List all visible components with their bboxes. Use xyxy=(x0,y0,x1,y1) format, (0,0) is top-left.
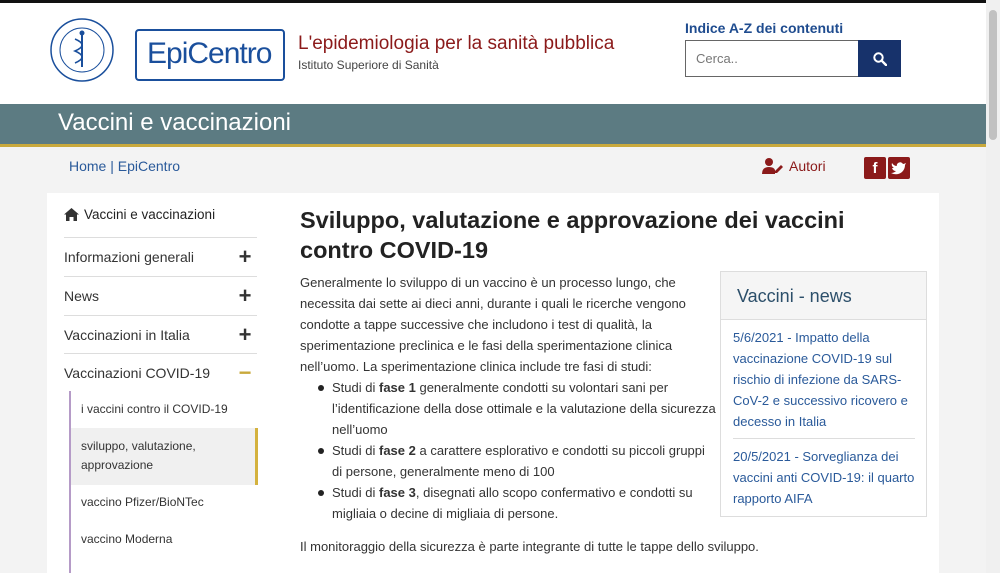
sidebar-item-label: News xyxy=(64,287,100,304)
sidebar-item-label: Informazioni generali xyxy=(64,248,194,265)
sidebar-item-vaccinazioni-covid[interactable] xyxy=(64,353,257,391)
sidebar-item-label: Vaccinazioni COVID-19 xyxy=(64,364,211,381)
closing-paragraph: Il monitoraggio della sicurezza è parte integrante di tutte le tappe dello sviluppo. xyxy=(300,539,759,554)
expand-icon[interactable]: + xyxy=(238,243,252,269)
list-item: Studi di fase 2 a carattere esplorativo e condotti su piccoli gruppi di persone, generalmente meno di 100 xyxy=(316,440,716,482)
sidebar-home-link[interactable] xyxy=(64,207,215,222)
breadcrumb[interactable]: Home | EpiCentro xyxy=(69,158,181,174)
news-divider xyxy=(733,438,915,439)
intro-paragraph: Generalmente lo sviluppo di un vaccino è un processo lungo, che necessita dai sette ai dieci anni, durante i quali le ricerche vengono condotte a tappe successive che includono i test di qualità, la sperimentazione preclinica e le fasi della sperimentazione clinica nell’uomo. La sperimentazione clinica include tre fasi di studi: xyxy=(300,275,686,374)
submenu-item-vaccini-covid[interactable]: i vaccini contro il COVID-19 xyxy=(81,402,228,416)
search-button[interactable] xyxy=(858,40,901,77)
logo-text: EpiCentro xyxy=(147,37,272,70)
list-item: Studi di fase 1 generalmente condotti su volontari sani per l’identificazione della dose ottimale e la valutazione della sicurezza nell’uomo xyxy=(316,377,716,440)
banner-divider xyxy=(0,144,986,147)
sidebar-item-informazioni-generali[interactable] xyxy=(64,237,257,275)
autori-link[interactable] xyxy=(762,157,826,175)
epicentro-logo[interactable] xyxy=(135,29,285,81)
iss-seal-logo xyxy=(47,15,117,85)
site-header xyxy=(0,3,986,104)
expand-icon[interactable]: + xyxy=(238,282,252,308)
scrollbar-thumb[interactable] xyxy=(989,10,997,140)
user-edit-icon xyxy=(762,157,784,175)
list-item: Studi di fase 3, disegnati allo scopo confermativo e condotti su migliaia o decine di migliaia di persone. xyxy=(316,482,716,524)
submenu-item-pfizer[interactable]: vaccino Pfizer/BioNTec xyxy=(81,495,204,509)
sidebar-item-vaccinazioni-italia[interactable] xyxy=(64,315,257,353)
home-icon xyxy=(64,208,79,221)
page-title: Sviluppo, valutazione e approvazione dei vaccini contro COVID-19 xyxy=(300,207,845,263)
site-title: L'epidemiologia per la sanità pubblica xyxy=(298,33,615,54)
search-input[interactable] xyxy=(685,40,859,77)
site-subtitle: Istituto Superiore di Sanità xyxy=(298,58,439,72)
collapse-icon[interactable]: − xyxy=(238,359,252,385)
news-box xyxy=(720,271,927,517)
facebook-icon[interactable]: f xyxy=(864,157,886,179)
sidebar-home-label: Vaccini e vaccinazioni xyxy=(84,207,216,222)
az-index-link[interactable]: Indice A-Z dei contenuti xyxy=(685,20,844,36)
social-links xyxy=(864,157,910,179)
sidebar-item-label: Vaccinazioni in Italia xyxy=(64,326,190,343)
expand-icon[interactable]: + xyxy=(238,321,252,347)
sidebar-item-news[interactable] xyxy=(64,276,257,314)
news-link[interactable]: 20/5/2021 - Sorveglianza dei vaccini anti COVID-19: il quarto rapporto AIFA xyxy=(733,449,915,506)
phases-list xyxy=(316,377,716,524)
autori-label: Autori xyxy=(789,158,826,174)
submenu-item-moderna[interactable]: vaccino Moderna xyxy=(81,532,173,546)
news-title: Vaccini - news xyxy=(721,272,926,320)
news-link[interactable]: 5/6/2021 - Impatto della vaccinazione COVID-19 sul rischio di infezione da SARS-CoV-2 e successivo ricovero e decesso in Italia xyxy=(733,330,908,429)
section-banner xyxy=(0,104,986,144)
banner-title: Vaccini e vaccinazioni xyxy=(58,109,292,136)
search-icon xyxy=(873,52,887,66)
submenu-item-sviluppo[interactable]: sviluppo, valutazione, approvazione xyxy=(71,428,258,485)
twitter-icon[interactable] xyxy=(888,157,910,179)
